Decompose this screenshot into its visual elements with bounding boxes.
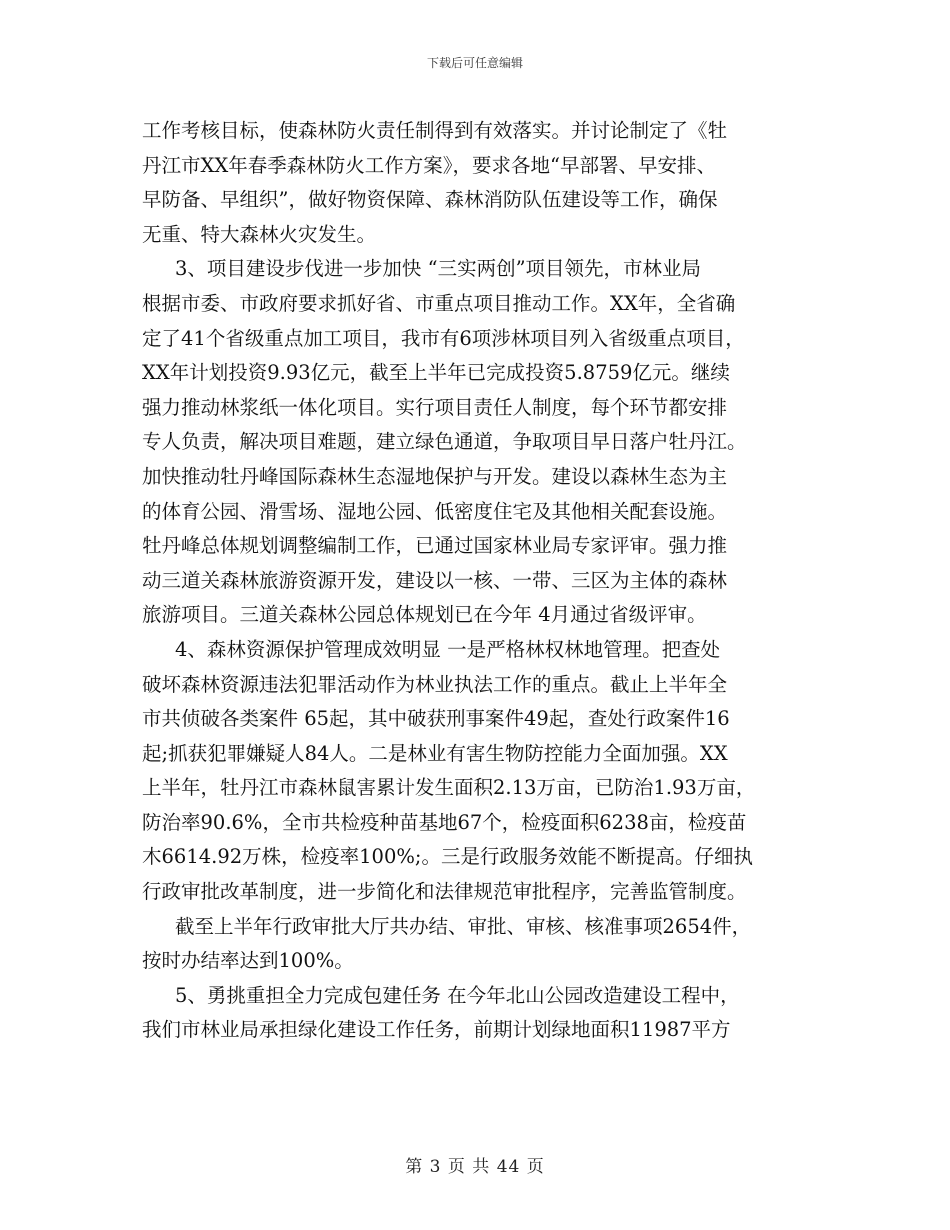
document-body	[142, 114, 810, 1048]
text-line: 木6614.92万株，检疫率100%;。三是行政服务效能不断提高。仔细执	[142, 845, 753, 869]
text-line: 早防备、早组织”，做好物资保障、森林消防队伍建设等工作，确保	[142, 188, 718, 212]
text-line: 根据市委、市政府要求抓好省、市重点项目推动工作。XX年，全省确	[142, 291, 736, 315]
text-line: 的体育公园、滑雪场、湿地公园、低密度住宅及其他相关配套设施。	[142, 499, 728, 523]
page-footer: 第 3 页 共 44 页	[405, 1157, 545, 1177]
text-line: 丹江市XX年春季森林防火工作方案》，要求各地“早部署、早安排、	[142, 153, 716, 177]
text-line: 5、勇挑重担全力完成包建任务 在今年北山公园改造建设工程中，	[175, 983, 740, 1007]
text-line: XX年计划投资9.93亿元，截至上半年已完成投资5.8759亿元。继续	[142, 361, 730, 385]
text-line: 动三道关森林旅游资源开发，建设以一核、一带、三区为主体的森林	[142, 568, 728, 592]
text-line: 行政审批改革制度，进一步简化和法律规范审批程序，完善监管制度。	[142, 880, 747, 904]
text-line: 截至上半年行政审批大厅共办结、审批、审核、核准事项2654件，	[175, 914, 752, 938]
text-line: 上半年，牡丹江市森林鼠害累计发生面积2.13万亩，已防治1.93万亩，	[142, 776, 756, 800]
text-line: 加快推动牡丹峰国际森林生态湿地保护与开发。建设以森林生态为主	[142, 464, 728, 488]
text-line: 无重、特大森林火灾发生。	[142, 222, 377, 246]
text-line: 破坏森林资源违法犯罪活动作为林业执法工作的重点。截止上半年全	[142, 672, 728, 696]
text-line: 按时办结率达到100%。	[142, 949, 354, 973]
text-line: 工作考核目标，使森林防火责任制得到有效落实。并讨论制定了《牡	[142, 119, 728, 142]
page-header: 下载后可任意编辑	[426, 56, 523, 70]
text-line: 4、森林资源保护管理成效明显 一是严格林权林地管理。把查处	[175, 637, 721, 661]
text-line: 起;抓获犯罪嫌疑人84人。二是林业有害生物防控能力全面加强。XX	[142, 741, 728, 765]
text-line: 专人负责，解决项目难题，建立绿色通道，争取项目早日落户牡丹江。	[142, 430, 747, 454]
text-line: 定了41个省级重点加工项目，我市有6项涉林项目列入省级重点项目，	[142, 326, 745, 350]
text-line: 强力推动林浆纸一体化项目。实行项目责任人制度，每个环节都安排	[142, 395, 728, 419]
text-line: 3、项目建设步伐进一步加快 “三实两创”项目领先，市林业局	[175, 257, 702, 281]
text-line: 旅游项目。三道关森林公园总体规划已在今年 4月通过省级评审。	[142, 603, 707, 627]
text-line: 防治率90.6%，全市共检疫种苗基地67个，检疫面积6238亩，检疫苗	[142, 810, 747, 834]
text-line: 我们市林业局承担绿化建设工作任务，前期计划绿地面积11987平方	[142, 1018, 731, 1042]
text-line: 牡丹峰总体规划调整编制工作，已通过国家林业局专家评审。强力推	[142, 534, 728, 558]
text-line: 市共侦破各类案件 65起，其中破获刑事案件49起，查处行政案件16	[142, 707, 730, 731]
